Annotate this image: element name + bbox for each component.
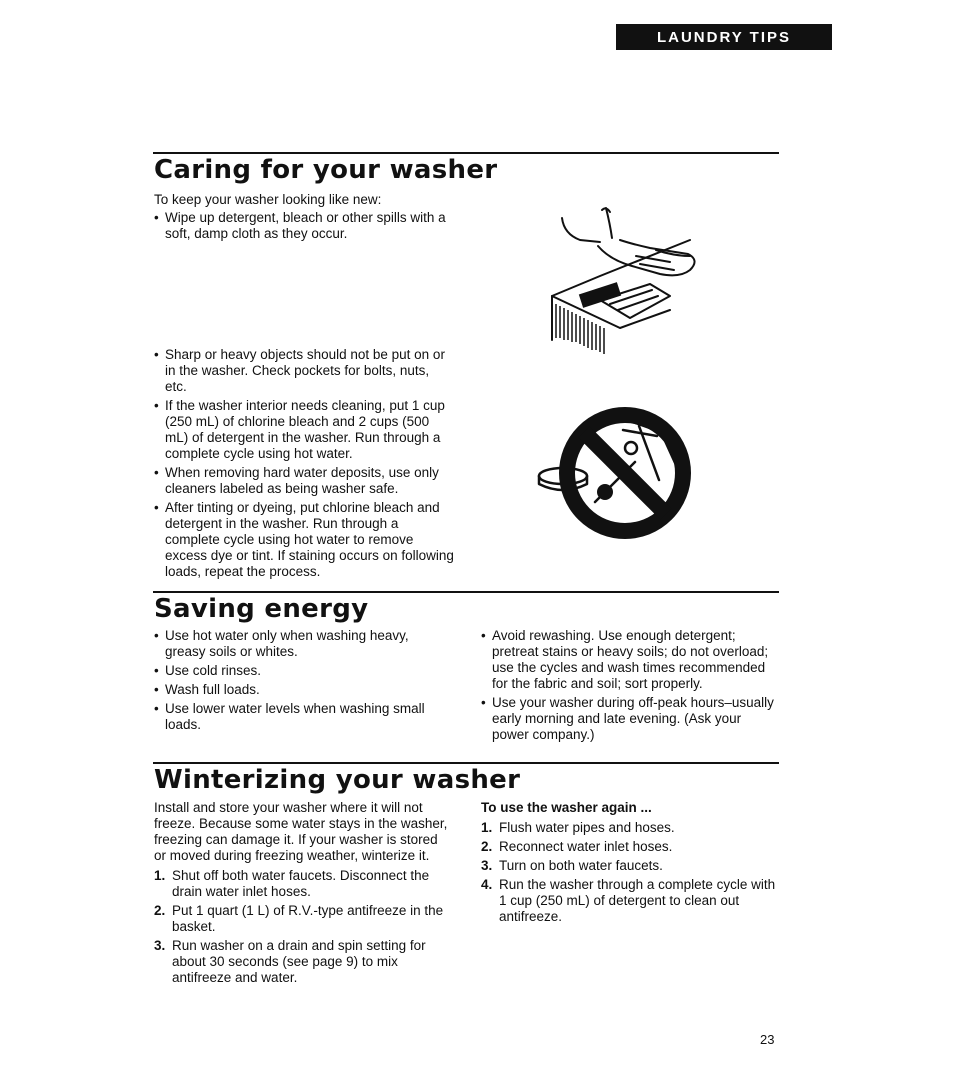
- use-again-step: [481, 858, 781, 874]
- hand-wiping-washer-icon: [540, 200, 720, 360]
- saving-left-block: [154, 628, 452, 736]
- saving-bullet: • Use your washer during off-peak hours–usually early morning and late evening. (Ask your power company.): [481, 695, 781, 743]
- caring-bullet: • Wipe up detergent, bleach or other spills with a soft, damp cloth as they occur.: [154, 210, 464, 242]
- caring-intro-block: [154, 192, 464, 245]
- step-number: 3.: [154, 938, 166, 953]
- section-divider: [153, 591, 779, 593]
- winterizing-right-block: [481, 800, 781, 928]
- step-text: Run the washer through a complete cycle with 1 cup (250 mL) of detergent to clean out antifreeze.: [499, 877, 776, 924]
- caring-bullet: • When removing hard water deposits, use only cleaners labeled as being washer safe.: [154, 465, 454, 497]
- saving-bullet: • Use cold rinses.: [154, 663, 452, 679]
- saving-bullet: • Avoid rewashing. Use enough detergent; pretreat stains or heavy soils; do not overload; use the cycles and wash times recommended for the fabric and soil; sort properly.: [481, 628, 781, 692]
- step-number: 4.: [481, 877, 493, 892]
- caring-bullet: • If the washer interior needs cleaning, put 1 cup (250 mL) of chlorine bleach and 2 cups (500 mL) of detergent in the washer. Run through a complete cycle using hot water.: [154, 398, 454, 462]
- use-again-step: [481, 820, 781, 836]
- step-text: Run washer on a drain and spin setting for about 30 seconds (see page 9) to mix antifreeze and water.: [172, 938, 426, 985]
- saving-bullet: • Use hot water only when washing heavy, greasy soils or whites.: [154, 628, 452, 660]
- caring-bullet: • After tinting or dyeing, put chlorine bleach and detergent in the washer. Run through a complete cycle using hot water to remove excess dye or tint. If staining occurs on following loads, repeat the process.: [154, 500, 454, 580]
- saving-right-block: [481, 628, 781, 746]
- winterizing-step: [154, 868, 450, 900]
- winterizing-intro: Install and store your washer where it will not freeze. Because some water stays in the washer, freezing can damage it. If your washer is stored or moved during freezing weather, winterize it.: [154, 800, 448, 863]
- use-again-step: [481, 877, 781, 925]
- saving-bullet: • Use lower water levels when washing small loads.: [154, 701, 452, 733]
- step-number: 2.: [154, 903, 166, 918]
- section-divider: [153, 152, 779, 154]
- section-divider: [153, 762, 779, 764]
- step-text: Flush water pipes and hoses.: [499, 820, 675, 835]
- winterizing-left-block: [154, 800, 450, 989]
- no-sharp-objects-icon: [535, 392, 715, 554]
- use-again-heading: To use the washer again ...: [481, 800, 652, 815]
- step-number: 1.: [154, 868, 166, 883]
- saving-bullet: • Wash full loads.: [154, 682, 452, 698]
- step-text: Put 1 quart (1 L) of R.V.-type antifreeze in the basket.: [172, 903, 444, 934]
- step-number: 1.: [481, 820, 493, 835]
- step-text: Reconnect water inlet hoses.: [499, 839, 673, 854]
- use-again-step: [481, 839, 781, 855]
- step-text: Turn on both water faucets.: [499, 858, 663, 873]
- step-number: 2.: [481, 839, 493, 854]
- winterizing-title: Winterizing your washer: [154, 765, 521, 795]
- step-text: Shut off both water faucets. Disconnect the drain water inlet hoses.: [172, 868, 430, 899]
- caring-bullet: • Sharp or heavy objects should not be put on or in the washer. Check pockets for bolts, nuts, etc.: [154, 347, 454, 395]
- laundry-tips-tab: LAUNDRY TIPS: [616, 24, 832, 50]
- page-number: 23: [760, 1032, 775, 1047]
- caring-intro: To keep your washer looking like new:: [154, 192, 382, 207]
- winterizing-step: [154, 938, 450, 986]
- step-number: 3.: [481, 858, 493, 873]
- caring-bullets-block: [154, 347, 454, 583]
- winterizing-step: [154, 903, 450, 935]
- saving-title: Saving energy: [154, 594, 369, 624]
- caring-title: Caring for your washer: [154, 155, 498, 185]
